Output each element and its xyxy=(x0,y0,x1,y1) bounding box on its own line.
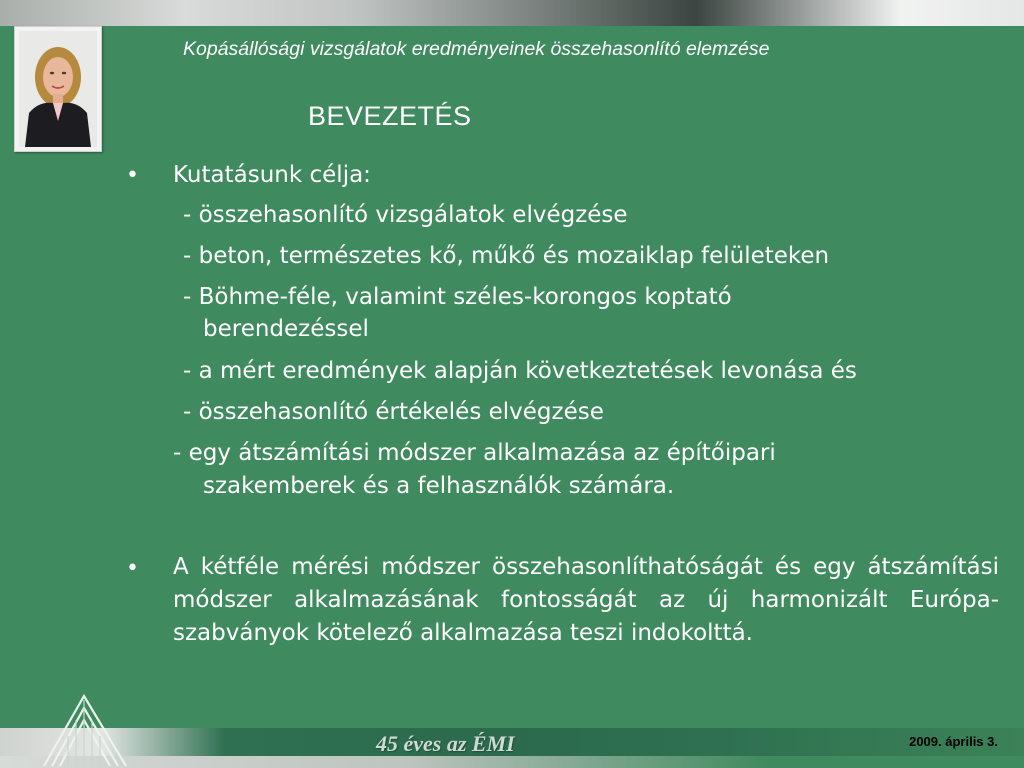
bullet-marker: • xyxy=(126,163,139,188)
bullet-heading: Kutatásunk célja: xyxy=(173,162,371,188)
presenter-photo xyxy=(14,26,102,152)
top-gradient-bar xyxy=(0,0,1024,26)
list-item: - a mért eredmények alapján következtetések levonása és xyxy=(183,358,857,384)
list-item: - beton, természetes kő, műkő és mozaiklap felületeken xyxy=(183,243,830,269)
bullet-paragraph: A kétféle mérési módszer összehasonlíthatóságát és egy átszámítási módszer alkalmazásának fontosságát az új harmonizált Európa-szabványok kötelező alkalmazása teszi indokolttá. xyxy=(173,554,999,646)
emi-logo-icon xyxy=(40,690,130,768)
footer-date: 2009. április 3. xyxy=(909,734,998,749)
list-item: - Böhme-féle, valamint széles-korongos koptató xyxy=(183,284,732,310)
list-item-continuation: berendezéssel xyxy=(203,316,369,342)
portrait-image xyxy=(19,31,97,147)
list-item: - összehasonlító értékelés elvégzése xyxy=(183,399,604,425)
slide-heading: BEVEZETÉS xyxy=(308,101,472,131)
presentation-title: Kopásállósági vizsgálatok eredményeinek összehasonlító elemzése xyxy=(183,38,770,60)
list-item: - egy átszámítási módszer alkalmazása az építőipari xyxy=(173,440,776,466)
bullet-marker: • xyxy=(126,556,139,581)
footer-bottom-strip xyxy=(0,756,1024,768)
list-item-continuation: szakemberek és a felhasználók számára. xyxy=(203,473,675,499)
footer-anniversary-text: 45 éves az ÉMI xyxy=(376,731,515,756)
list-item: - összehasonlító vizsgálatok elvégzése xyxy=(183,202,628,228)
